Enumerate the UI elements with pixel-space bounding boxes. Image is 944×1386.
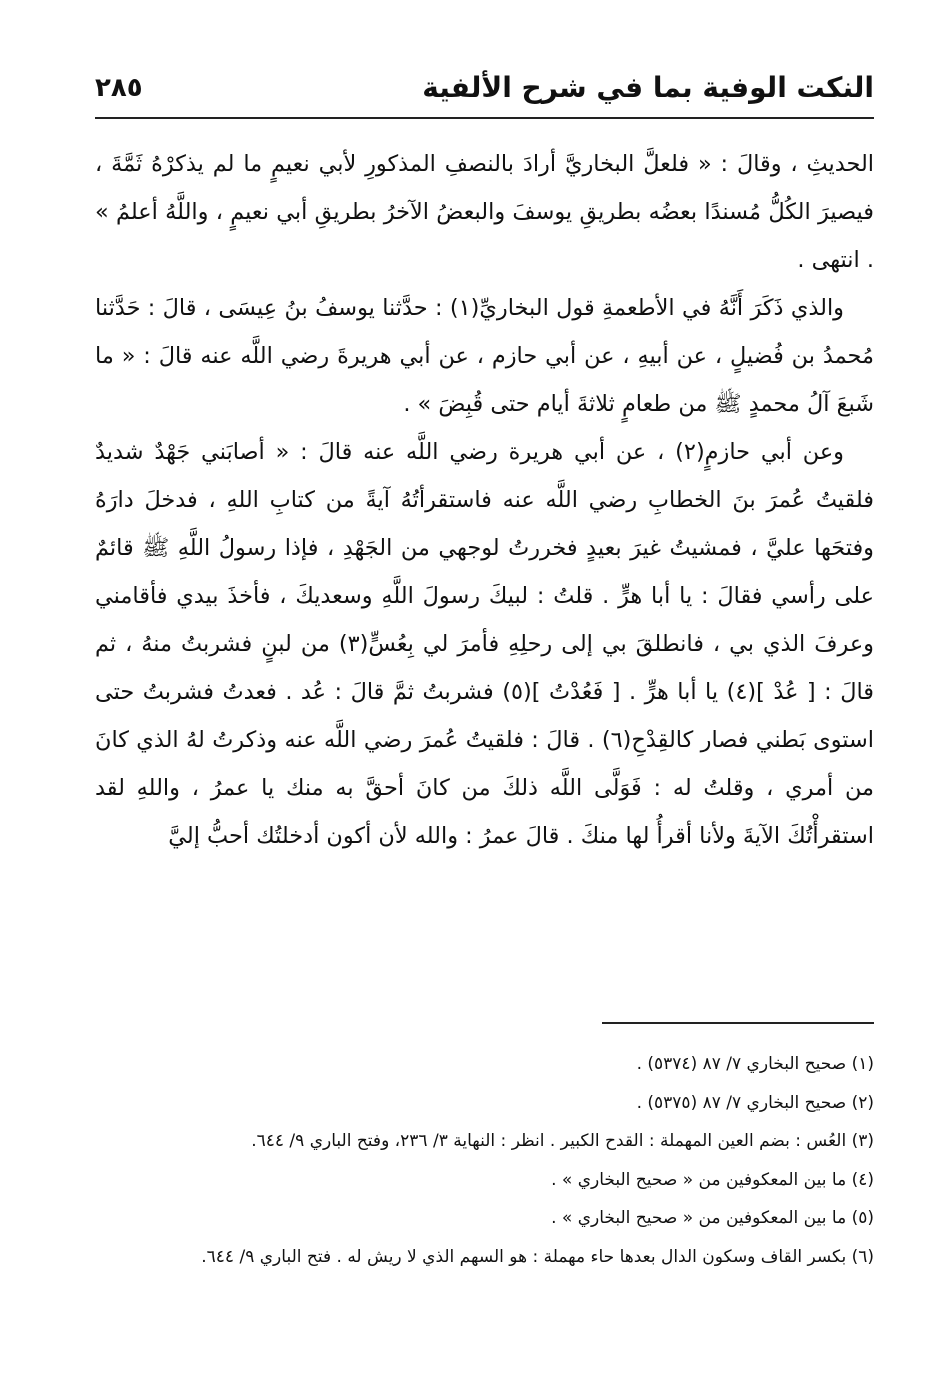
- footnote: (٦) بكسر القاف وسكون الدال بعدها حاء مهملة : هو السهم الذي لا ريش له . فتح الباري ٩/ ٦٤٤.: [201, 1246, 874, 1267]
- footnotes: [95, 1045, 874, 1276]
- page-number: ٢٨٥: [95, 73, 143, 103]
- footnote: (٣) العُس : بضم العين المهملة : القدح الكبير . انظر : النهاية ٣/ ٢٣٦، وفتح الباري ٩/ ٦٤٤.: [251, 1131, 874, 1151]
- paragraph: والذي ذَكَرَ أَنَّهُ في الأطعمةِ قول البخاريِّ(١) : حدَّثنا يوسفُ بنُ عِيسَى ، قالَ : حَدَّثنا مُحمدُ بن فُضيلٍ ، عن أبيهِ ، عن أبي حازم ، عن أبي هريرةَ رضي اللَّه عنه قالَ : « ما شَبعَ آلُ محمدٍ ﷺ من طعامٍ ثلاثةَ أيام حتى قُبِضَ » .: [95, 295, 874, 417]
- footnote: (١) صحيح البخاري ٧/ ٨٧ (٥٣٧٤) .: [636, 1054, 874, 1074]
- page-header: [95, 62, 874, 119]
- running-title: النكت الوفية بما في شرح الألفية: [422, 71, 874, 104]
- footnote: (٢) صحيح البخاري ٧/ ٨٧ (٥٣٧٥) .: [636, 1092, 874, 1113]
- paragraph: الحديثِ ، وقالَ : « فلعلَّ البخاريَّ أرادَ بالنصفِ المذكورِ لأبي نعيمٍ ما لم يذكرْهُ ثَمَّةَ ، فيصيرَ الكُلُّ مُسندًا بعضُه بطريقِ يوسفَ والبعضُ الآخرُ بطريقِ أبي نعيمٍ ، واللَّهُ أعلمُ » . انتهى .: [95, 151, 874, 273]
- footnote: (٤) ما بين المعكوفين من « صحيح البخاري » .: [551, 1169, 874, 1190]
- footnote-separator: [602, 1022, 874, 1024]
- paragraph: وعن أبي حازمٍ(٢) ، عن أبي هريرة رضي اللَّه عنه قالَ : « أصابَني جَهْدٌ شديدٌ فلقيتُ عُمرَ بنَ الخطابِ رضي اللَّه عنه فاستقرأتُهُ آيةً من كتابِ اللهِ ، فدخلَ دارَهُ وفتحَها عليَّ ، فمشيتُ غيرَ بعيدٍ فخررتُ لوجهي من الجَهْدِ ، فإذا رسولُ اللَّهِ ﷺ قائمٌ على رأسي فقالَ : يا أبا هرٍّ . قلتُ : لبيكَ رسولَ اللَّهِ وسعديكَ ، فأخذَ بيدي فأقامني وعرفَ الذي بي ، فانطلقَ بي إلى رحلِهِ فأمرَ لي بِعُسٍّ(٣) من لبنٍ فشربتُ منهُ ، ثم قالَ : [ عُدْ ](٤) يا أبا هرٍّ . [ فَعُدْتُ ](٥) فشربتُ ثمَّ قالَ : عُد . فعدتُ فشربتُ حتى استوى بَطني فصار كالقِدْحِ(٦) . قالَ : فلقيتُ عُمرَ رضي اللَّه عنه وذكرتُ لهُ الذي كانَ من أمري ، وقلتُ له : فَوَلَّى اللَّه ذلكَ من كانَ أحقَّ به منك يا عمرُ ، واللهِ لقد استقرأْتُكَ الآيةَ ولأنا أقرأُ لها منكَ . قالَ عمرُ : والله لأن أكون أدخلتُك أحبُّ إليَّ: [95, 439, 874, 849]
- footnote: (٥) ما بين المعكوفين من « صحيح البخاري » .: [551, 1208, 874, 1228]
- main-text: [95, 140, 874, 860]
